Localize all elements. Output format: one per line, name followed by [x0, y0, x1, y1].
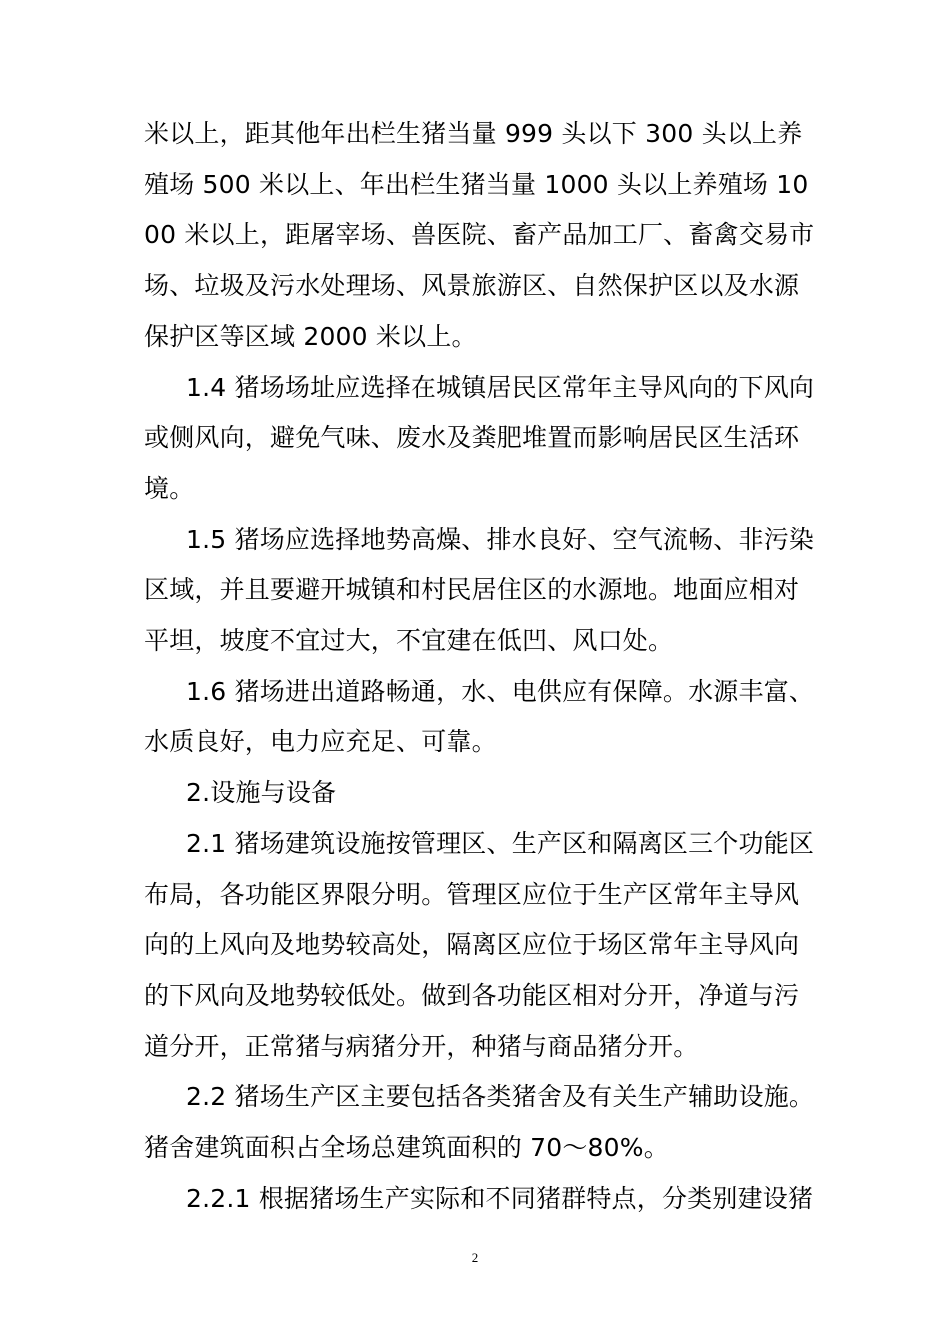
paragraph-2-2: 2.2 猪场生产区主要包括各类猪舍及有关生产辅助设施。猪舍建筑面积占全场总建筑面积的 70～80%。 — [144, 1082, 815, 1163]
paragraph-1-5: 1.5 猪场应选择地势高燥、排水良好、空气流畅、非污染区域，并且要避开城镇和村民居住区的水源地。地面应相对平坦，坡度不宜过大，不宜建在低凹、风口处。 — [144, 524, 815, 656]
paragraph-continued: 米以上，距其他年出栏生猪当量 999 头以下 300 头以上养殖场 500 米以上、年出栏生猪当量 1000 头以上养殖场 1000 米以上，距屠宰场、兽医院、畜产品加工厂、畜禽交易市场、垃圾及污水处理场、风景旅游区、自然保护区以及水源保护区等区域 2000 米以上。 — [144, 119, 815, 351]
paragraph-1-6: 1.6 猪场进出道路畅通，水、电供应有保障。水源丰富、水质良好，电力应充足、可靠。 — [144, 676, 815, 757]
paragraph-2-1: 2.1 猪场建筑设施按管理区、生产区和隔离区三个功能区布局，各功能区界限分明。管理区应位于生产区常年主导风向的上风向及地势较高处，隔离区应位于场区常年主导风向的下风向及地势较低处。做到各功能区相对分开，净道与污道分开，正常猪与病猪分开，种猪与商品猪分开。 — [144, 828, 815, 1061]
section-heading-2: 2.设施与设备 — [186, 778, 337, 808]
document-body — [144, 109, 824, 1224]
paragraph-1-4: 1.4 猪场场址应选择在城镇居民区常年主导风向的下风向或侧风向，避免气味、废水及粪肥堆置而影响居民区生活环境。 — [144, 372, 815, 503]
page-number: 2 — [471, 1250, 479, 1265]
paragraph-2-2-1: 2.2.1 根据猪场生产实际和不同猪群特点，分类别建设猪 — [186, 1183, 814, 1213]
